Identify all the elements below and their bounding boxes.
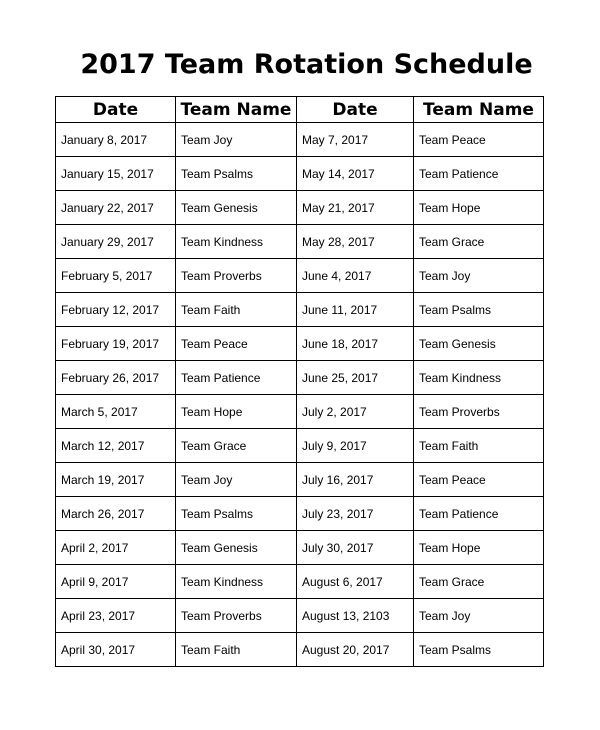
cell-team-left: Team Patience — [176, 361, 297, 395]
cell-team-right: Team Hope — [414, 531, 544, 565]
cell-date-left: March 26, 2017 — [56, 497, 176, 531]
cell-date-right: May 28, 2017 — [297, 225, 414, 259]
cell-team-left: Team Kindness — [176, 565, 297, 599]
table-row — [56, 429, 544, 463]
table-row — [56, 463, 544, 497]
table-body — [56, 123, 544, 667]
table-row — [56, 599, 544, 633]
table-header-row — [56, 97, 544, 123]
table-row — [56, 327, 544, 361]
cell-date-left: January 8, 2017 — [56, 123, 176, 157]
table-row — [56, 191, 544, 225]
cell-date-right: June 11, 2017 — [297, 293, 414, 327]
cell-date-left: April 2, 2017 — [56, 531, 176, 565]
cell-team-right: Team Psalms — [414, 633, 544, 667]
cell-team-left: Team Peace — [176, 327, 297, 361]
cell-date-left: February 12, 2017 — [56, 293, 176, 327]
cell-date-right: May 14, 2017 — [297, 157, 414, 191]
cell-team-right: Team Grace — [414, 225, 544, 259]
cell-team-right: Team Peace — [414, 123, 544, 157]
cell-team-left: Team Psalms — [176, 157, 297, 191]
cell-team-right: Team Kindness — [414, 361, 544, 395]
table-row — [56, 225, 544, 259]
cell-date-left: February 26, 2017 — [56, 361, 176, 395]
schedule-table — [55, 96, 544, 667]
cell-team-right: Team Peace — [414, 463, 544, 497]
table-row — [56, 123, 544, 157]
header-date-left: Date — [56, 97, 176, 123]
table-row — [56, 497, 544, 531]
cell-date-right: June 4, 2017 — [297, 259, 414, 293]
table-row — [56, 293, 544, 327]
cell-team-left: Team Genesis — [176, 191, 297, 225]
header-team-name-left: Team Name — [176, 97, 297, 123]
cell-team-left: Team Joy — [176, 463, 297, 497]
header-date-right: Date — [297, 97, 414, 123]
cell-date-right: July 2, 2017 — [297, 395, 414, 429]
cell-date-left: March 12, 2017 — [56, 429, 176, 463]
cell-date-left: January 22, 2017 — [56, 191, 176, 225]
cell-team-right: Team Patience — [414, 497, 544, 531]
cell-team-right: Team Patience — [414, 157, 544, 191]
cell-team-right: Team Genesis — [414, 327, 544, 361]
table-row — [56, 361, 544, 395]
cell-date-right: July 23, 2017 — [297, 497, 414, 531]
cell-date-left: April 9, 2017 — [56, 565, 176, 599]
cell-date-right: August 20, 2017 — [297, 633, 414, 667]
cell-team-right: Team Hope — [414, 191, 544, 225]
table-row — [56, 395, 544, 429]
cell-team-right: Team Grace — [414, 565, 544, 599]
cell-date-right: June 18, 2017 — [297, 327, 414, 361]
cell-date-left: January 15, 2017 — [56, 157, 176, 191]
cell-date-left: April 30, 2017 — [56, 633, 176, 667]
cell-team-left: Team Psalms — [176, 497, 297, 531]
table-row — [56, 157, 544, 191]
cell-team-right: Team Proverbs — [414, 395, 544, 429]
cell-date-left: January 29, 2017 — [56, 225, 176, 259]
cell-team-left: Team Joy — [176, 123, 297, 157]
table-row — [56, 565, 544, 599]
cell-team-left: Team Genesis — [176, 531, 297, 565]
cell-team-left: Team Kindness — [176, 225, 297, 259]
table-row — [56, 633, 544, 667]
cell-team-right: Team Joy — [414, 259, 544, 293]
cell-date-right: August 13, 2103 — [297, 599, 414, 633]
cell-team-right: Team Joy — [414, 599, 544, 633]
cell-team-right: Team Psalms — [414, 293, 544, 327]
cell-team-left: Team Proverbs — [176, 259, 297, 293]
cell-team-left: Team Faith — [176, 293, 297, 327]
page-title: 2017 Team Rotation Schedule — [80, 49, 533, 80]
cell-date-left: April 23, 2017 — [56, 599, 176, 633]
cell-date-right: July 9, 2017 — [297, 429, 414, 463]
table-row — [56, 259, 544, 293]
cell-team-left: Team Hope — [176, 395, 297, 429]
cell-date-right: August 6, 2017 — [297, 565, 414, 599]
cell-team-left: Team Proverbs — [176, 599, 297, 633]
cell-date-right: July 16, 2017 — [297, 463, 414, 497]
cell-team-right: Team Faith — [414, 429, 544, 463]
cell-date-left: February 5, 2017 — [56, 259, 176, 293]
cell-date-left: March 19, 2017 — [56, 463, 176, 497]
cell-date-left: March 5, 2017 — [56, 395, 176, 429]
header-team-name-right: Team Name — [414, 97, 544, 123]
table-row — [56, 531, 544, 565]
cell-date-right: July 30, 2017 — [297, 531, 414, 565]
cell-date-left: February 19, 2017 — [56, 327, 176, 361]
cell-date-right: May 7, 2017 — [297, 123, 414, 157]
cell-team-left: Team Faith — [176, 633, 297, 667]
cell-date-right: May 21, 2017 — [297, 191, 414, 225]
cell-team-left: Team Grace — [176, 429, 297, 463]
cell-date-right: June 25, 2017 — [297, 361, 414, 395]
